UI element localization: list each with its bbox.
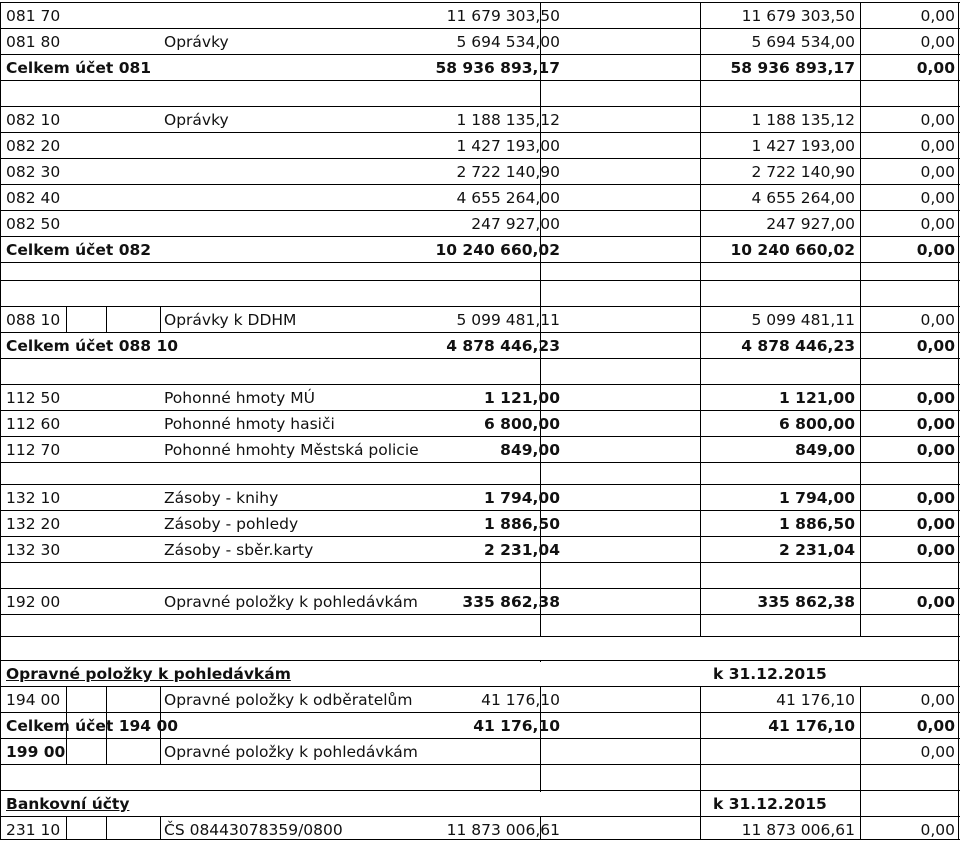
- row-112-50: [0, 385, 960, 411]
- description-cell: Zásoby - knihy: [164, 489, 279, 507]
- account-code-cell: 199 00: [6, 743, 66, 761]
- row-total-088-10: [0, 333, 960, 359]
- account-code-cell: 082 50: [6, 215, 61, 233]
- accounting-value-cell: 1 886,50: [779, 515, 855, 533]
- row-total-082: [0, 237, 960, 263]
- row-194-00: [0, 687, 960, 713]
- amount-cell: 5 099 481,11: [456, 311, 560, 329]
- amount-cell: 1 794,00: [484, 489, 560, 507]
- row-112-60: [0, 411, 960, 437]
- description-cell: ČS 08443078359/0800: [164, 821, 343, 839]
- amount-cell: 1 427 193,00: [456, 137, 560, 155]
- difference-cell: 0,00: [916, 541, 955, 559]
- description-cell: Pohonné hmoty MÚ: [164, 389, 315, 407]
- accounting-value-cell: 5 099 481,11: [751, 311, 855, 329]
- account-code-cell: 112 50: [6, 389, 61, 407]
- description-cell: Opravné položky k pohledávkám: [164, 593, 418, 611]
- accounting-value-cell: 247 927,00: [766, 215, 855, 233]
- description-cell: Oprávky: [164, 33, 229, 51]
- amount-cell: 11 873 006,61: [446, 821, 560, 839]
- accounting-value-cell: 4 878 446,23: [741, 337, 855, 355]
- accounting-value-cell: 5 694 534,00: [751, 33, 855, 51]
- amount-cell: 4 878 446,23: [446, 337, 560, 355]
- account-code-cell: Celkem účet 081: [6, 59, 152, 77]
- accounting-value-cell: k 31.12.2015: [713, 795, 827, 813]
- row-199-00: [0, 739, 960, 765]
- accounting-value-cell: 1 427 193,00: [751, 137, 855, 155]
- amount-cell: 335 862,38: [462, 593, 560, 611]
- difference-cell: 0,00: [920, 33, 955, 51]
- account-code-cell: Opravné položky k pohledávkám: [6, 665, 291, 683]
- difference-cell: 0,00: [920, 743, 955, 761]
- accounting-value-cell: 335 862,38: [757, 593, 855, 611]
- accounting-value-cell: 41 176,10: [768, 717, 855, 735]
- difference-cell: 0,00: [920, 691, 955, 709]
- description-cell: Pohonné hmoty hasiči: [164, 415, 335, 433]
- difference-cell: 0,00: [916, 389, 955, 407]
- description-cell: Opravné položky k pohledávkám: [164, 743, 418, 761]
- difference-cell: 0,00: [916, 515, 955, 533]
- accounting-value-cell: 1 794,00: [779, 489, 855, 507]
- difference-cell: 0,00: [920, 821, 955, 839]
- amount-cell: 11 679 303,50: [446, 7, 560, 25]
- account-code-cell: 088 10: [6, 311, 61, 329]
- amount-cell: 6 800,00: [484, 415, 560, 433]
- account-code-cell: 082 40: [6, 189, 61, 207]
- account-code-cell: 231 10: [6, 821, 61, 839]
- accounting-value-cell: 10 240 660,02: [730, 241, 855, 259]
- accounting-value-cell: 4 655 264,00: [751, 189, 855, 207]
- difference-cell: 0,00: [920, 111, 955, 129]
- difference-cell: 0,00: [920, 311, 955, 329]
- row-132-20: [0, 511, 960, 537]
- amount-cell: 41 176,10: [481, 691, 560, 709]
- accounting-value-cell: 11 873 006,61: [741, 821, 855, 839]
- difference-cell: 0,00: [916, 489, 955, 507]
- accounting-value-cell: 1 121,00: [779, 389, 855, 407]
- account-code-cell: Celkem účet 082: [6, 241, 152, 259]
- accounting-value-cell: 1 188 135,12: [751, 111, 855, 129]
- row-081-80: [0, 29, 960, 55]
- account-code-cell: 132 10: [6, 489, 61, 507]
- difference-cell: 0,00: [916, 415, 955, 433]
- row-082-50: [0, 211, 960, 237]
- accounting-value-cell: 6 800,00: [779, 415, 855, 433]
- difference-cell: 0,00: [916, 59, 955, 77]
- account-code-cell: 081 70: [6, 7, 61, 25]
- account-code-cell: 192 00: [6, 593, 61, 611]
- amount-cell: 1 188 135,12: [456, 111, 560, 129]
- difference-cell: 0,00: [916, 441, 955, 459]
- account-code-cell: Bankovní účty: [6, 795, 130, 813]
- row-section-bankovni-ucty: [0, 791, 960, 817]
- row-132-30: [0, 537, 960, 563]
- row-192-00: [0, 589, 960, 615]
- accounting-value-cell: 11 679 303,50: [741, 7, 855, 25]
- row-132-10: [0, 485, 960, 511]
- difference-cell: 0,00: [920, 7, 955, 25]
- description-cell: Zásoby - pohledy: [164, 515, 299, 533]
- difference-cell: 0,00: [916, 593, 955, 611]
- amount-cell: 58 936 893,17: [435, 59, 560, 77]
- amount-cell: 41 176,10: [473, 717, 560, 735]
- account-code-cell: 132 20: [6, 515, 61, 533]
- amount-cell: 2 722 140,90: [456, 163, 560, 181]
- accounting-value-cell: k 31.12.2015: [713, 665, 827, 683]
- amount-cell: 1 886,50: [484, 515, 560, 533]
- amount-cell: 849,00: [500, 441, 560, 459]
- description-cell: Oprávky: [164, 111, 229, 129]
- row-section-opravne-polozky: [0, 661, 960, 687]
- account-code-cell: Celkem účet 088 10: [6, 337, 179, 355]
- row-088-10: [0, 307, 960, 333]
- row-112-70: [0, 437, 960, 463]
- description-cell: Opravné položky k odběratelům: [164, 691, 413, 709]
- row-082-30: [0, 159, 960, 185]
- row-081-70: [0, 3, 960, 29]
- difference-cell: 0,00: [920, 215, 955, 233]
- accounting-value-cell: 58 936 893,17: [730, 59, 855, 77]
- difference-cell: 0,00: [920, 189, 955, 207]
- accounting-value-cell: 2 722 140,90: [751, 163, 855, 181]
- amount-cell: 4 655 264,00: [456, 189, 560, 207]
- difference-cell: 0,00: [920, 163, 955, 181]
- amount-cell: 247 927,00: [471, 215, 560, 233]
- account-code-cell: 112 60: [6, 415, 61, 433]
- grid-line-horizontal: [0, 636, 960, 637]
- description-cell: Zásoby - sběr.karty: [164, 541, 314, 559]
- difference-cell: 0,00: [920, 137, 955, 155]
- difference-cell: 0,00: [916, 241, 955, 259]
- amount-cell: 10 240 660,02: [435, 241, 560, 259]
- accounting-value-cell: 849,00: [795, 441, 855, 459]
- accounting-value-cell: 2 231,04: [779, 541, 855, 559]
- row-231-10: [0, 817, 960, 843]
- amount-cell: 5 694 534,00: [456, 33, 560, 51]
- description-cell: Oprávky k DDHM: [164, 311, 297, 329]
- account-code-cell: 082 20: [6, 137, 61, 155]
- grid-line-horizontal: [0, 280, 960, 281]
- amount-cell: 2 231,04: [484, 541, 560, 559]
- row-082-10: [0, 107, 960, 133]
- accounting-value-cell: 41 176,10: [776, 691, 855, 709]
- row-total-081: [0, 55, 960, 81]
- account-code-cell: 112 70: [6, 441, 61, 459]
- amount-cell: 1 121,00: [484, 389, 560, 407]
- row-082-20: [0, 133, 960, 159]
- account-code-cell: 082 10: [6, 111, 61, 129]
- account-code-cell: 081 80: [6, 33, 61, 51]
- account-code-cell: 082 30: [6, 163, 61, 181]
- account-code-cell: 132 30: [6, 541, 61, 559]
- difference-cell: 0,00: [916, 337, 955, 355]
- account-code-cell: 194 00: [6, 691, 61, 709]
- row-total-194-00: [0, 713, 960, 739]
- difference-cell: 0,00: [916, 717, 955, 735]
- account-code-cell: Celkem účet 194 00: [6, 717, 179, 735]
- description-cell: Pohonné hmohty Městská policie: [164, 441, 419, 459]
- row-082-40: [0, 185, 960, 211]
